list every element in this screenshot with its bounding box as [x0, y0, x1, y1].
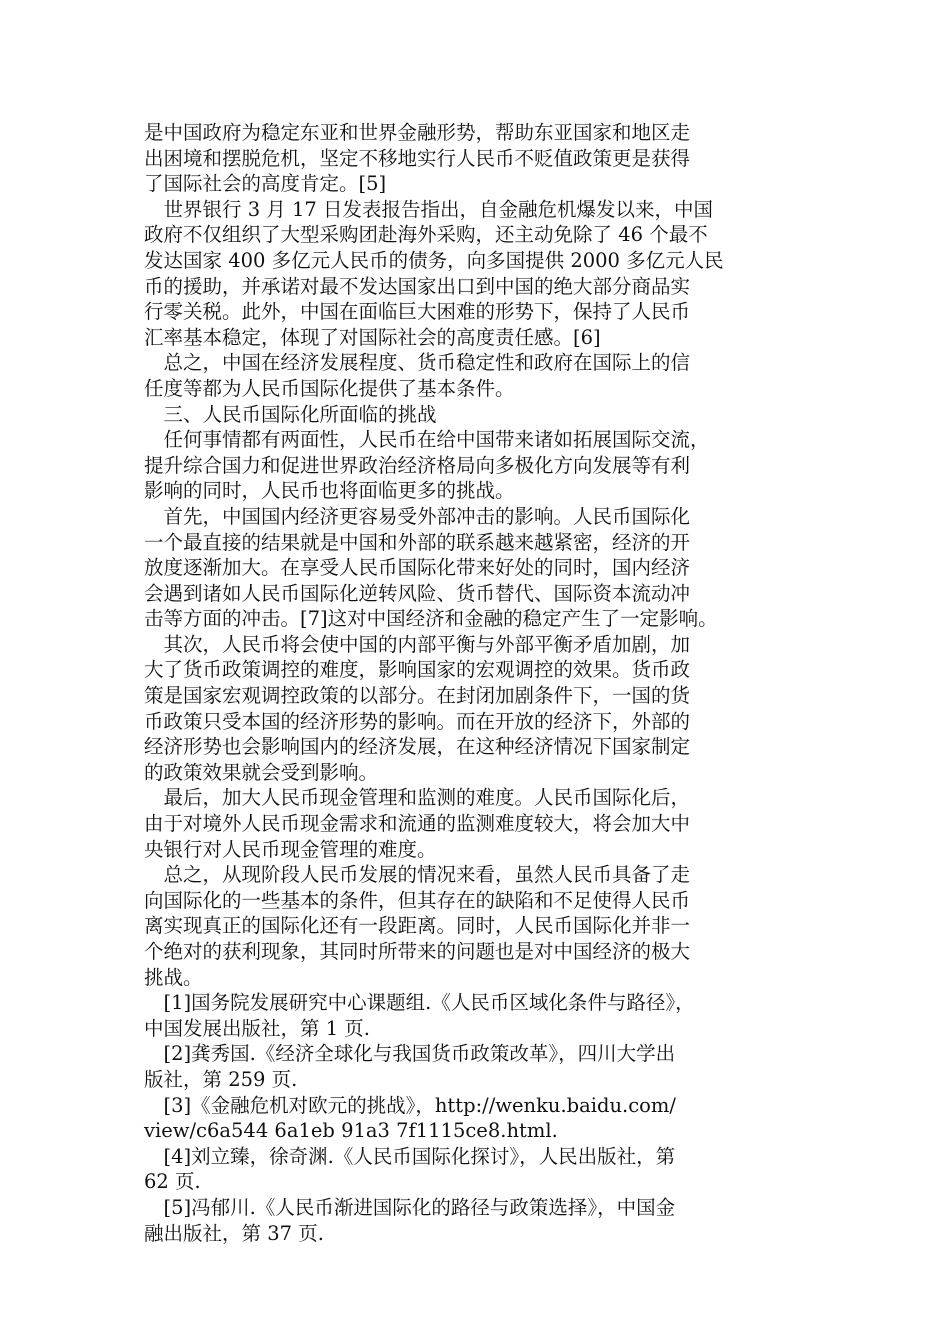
text-line: 政府不仅组织了大型采购团赴海外采购，还主动免除了 46 个最不	[144, 223, 708, 247]
section-heading: 三、人民币国际化所面临的挑战	[144, 402, 437, 426]
text-line: 出困境和摆脱危机，坚定不移地实行人民币不贬值政策更是获得	[144, 146, 691, 170]
text-line: 了国际社会的高度肯定。[5]	[144, 172, 387, 196]
reference-line: [1]国务院发展研究中心课题组.《人民币区域化条件与路径》，	[144, 991, 695, 1015]
document-body	[144, 120, 804, 1246]
reference-line: 融出版社，第 37 页.	[144, 1221, 324, 1245]
text-line: 击等方面的冲击。[7]这对中国经济和金融的稳定产生了一定影响。	[144, 607, 718, 631]
text-line: 任何事情都有两面性，人民币在给中国带来诸如拓展国际交流，	[144, 428, 710, 452]
text-line: 放度逐渐加大。在享受人民币国际化带来好处的同时，国内经济	[144, 556, 691, 580]
text-line: 是中国政府为稳定东亚和世界金融形势，帮助东亚国家和地区走	[144, 121, 691, 144]
text-line: 总之，从现阶段人民币发展的情况来看，虽然人民币具备了走	[144, 863, 691, 887]
text-line: 个绝对的获利现象，其同时所带来的问题也是对中国经济的极大	[144, 940, 691, 963]
reference-line: 版社，第 259 页.	[144, 1067, 298, 1091]
text-line: 经济形势也会影响国内的经济发展，在这种经济情况下国家制定	[144, 735, 691, 759]
text-line: 首先，中国国内经济更容易受外部冲击的影响。人民币国际化	[144, 504, 691, 528]
reference-line: 中国发展出版社，第 1 页.	[144, 1016, 371, 1040]
text-line: 提升综合国力和促进世界政治经济格局向多极化方向发展等有利	[144, 453, 691, 477]
text-line: 离实现真正的国际化还有一段距离。同时，人民币国际化并非一	[144, 914, 691, 938]
text-line: 汇率基本稳定，体现了对国际社会的高度责任感。[6]	[144, 325, 601, 349]
text-line: 任度等都为人民币国际化提供了基本条件。	[144, 376, 515, 400]
reference-line: view/c6a544 6a1eb 91a3 7f1115ce8.html.	[144, 1119, 558, 1143]
text-line: 最后，加大人民币现金管理和监测的难度。人民币国际化后，	[144, 786, 691, 810]
text-line: 行零关税。此外，中国在面临巨大困难的形势下，保持了人民币	[144, 300, 691, 324]
text-line: 由于对境外人民币现金需求和流通的监测难度较大，将会加大中	[144, 812, 691, 836]
text-line: 大了货币政策调控的难度，影响国家的宏观调控的效果。货币政	[144, 658, 691, 682]
text-line: 发达国家 400 多亿元人民币的债务，向多国提供 2000 多亿元人民	[144, 248, 724, 272]
text-line: 央银行对人民币现金管理的难度。	[144, 837, 437, 861]
text-line: 世界银行 3 月 17 日发表报告指出，自金融危机爆发以来，中国	[144, 197, 714, 221]
text-line: 向国际化的一些基本的条件，但其存在的缺陷和不足使得人民币	[144, 888, 691, 912]
reference-line: 62 页.	[144, 1170, 201, 1194]
reference-line: [3]《金融危机对欧元的挑战》，http://wenku.baidu.com/	[144, 1093, 676, 1117]
text-line: 策是国家宏观调控政策的以部分。在封闭加剧条件下，一国的货	[144, 684, 691, 708]
text-line: 币的援助，并承诺对最不发达国家出口到中国的绝大部分商品实	[144, 274, 691, 298]
reference-line: [4]刘立臻，徐奇渊.《人民币国际化探讨》，人民出版社，第	[144, 1144, 676, 1168]
text-line: 挑战。	[144, 965, 203, 989]
text-line: 一个最直接的结果就是中国和外部的联系越来越紧密，经济的开	[144, 530, 691, 554]
reference-line: [5]冯郁川.《人民币渐进国际化的路径与政策选择》，中国金	[144, 1195, 676, 1219]
text-line: 影响的同时，人民币也将面临更多的挑战。	[144, 479, 515, 503]
text-line: 会遇到诸如人民币国际化逆转风险、货币替代、国际资本流动冲	[144, 581, 691, 605]
text-line: 总之，中国在经济发展程度、货币稳定性和政府在国际上的信	[144, 351, 691, 375]
reference-line: [2]龚秀国.《经济全球化与我国货币政策改革》，四川大学出	[144, 1042, 676, 1066]
text-line: 的政策效果就会受到影响。	[144, 760, 379, 784]
text-line: 币政策只受本国的经济形势的影响。而在开放的经济下，外部的	[144, 709, 691, 733]
text-line: 其次，人民币将会使中国的内部平衡与外部平衡矛盾加剧，加	[144, 632, 691, 656]
